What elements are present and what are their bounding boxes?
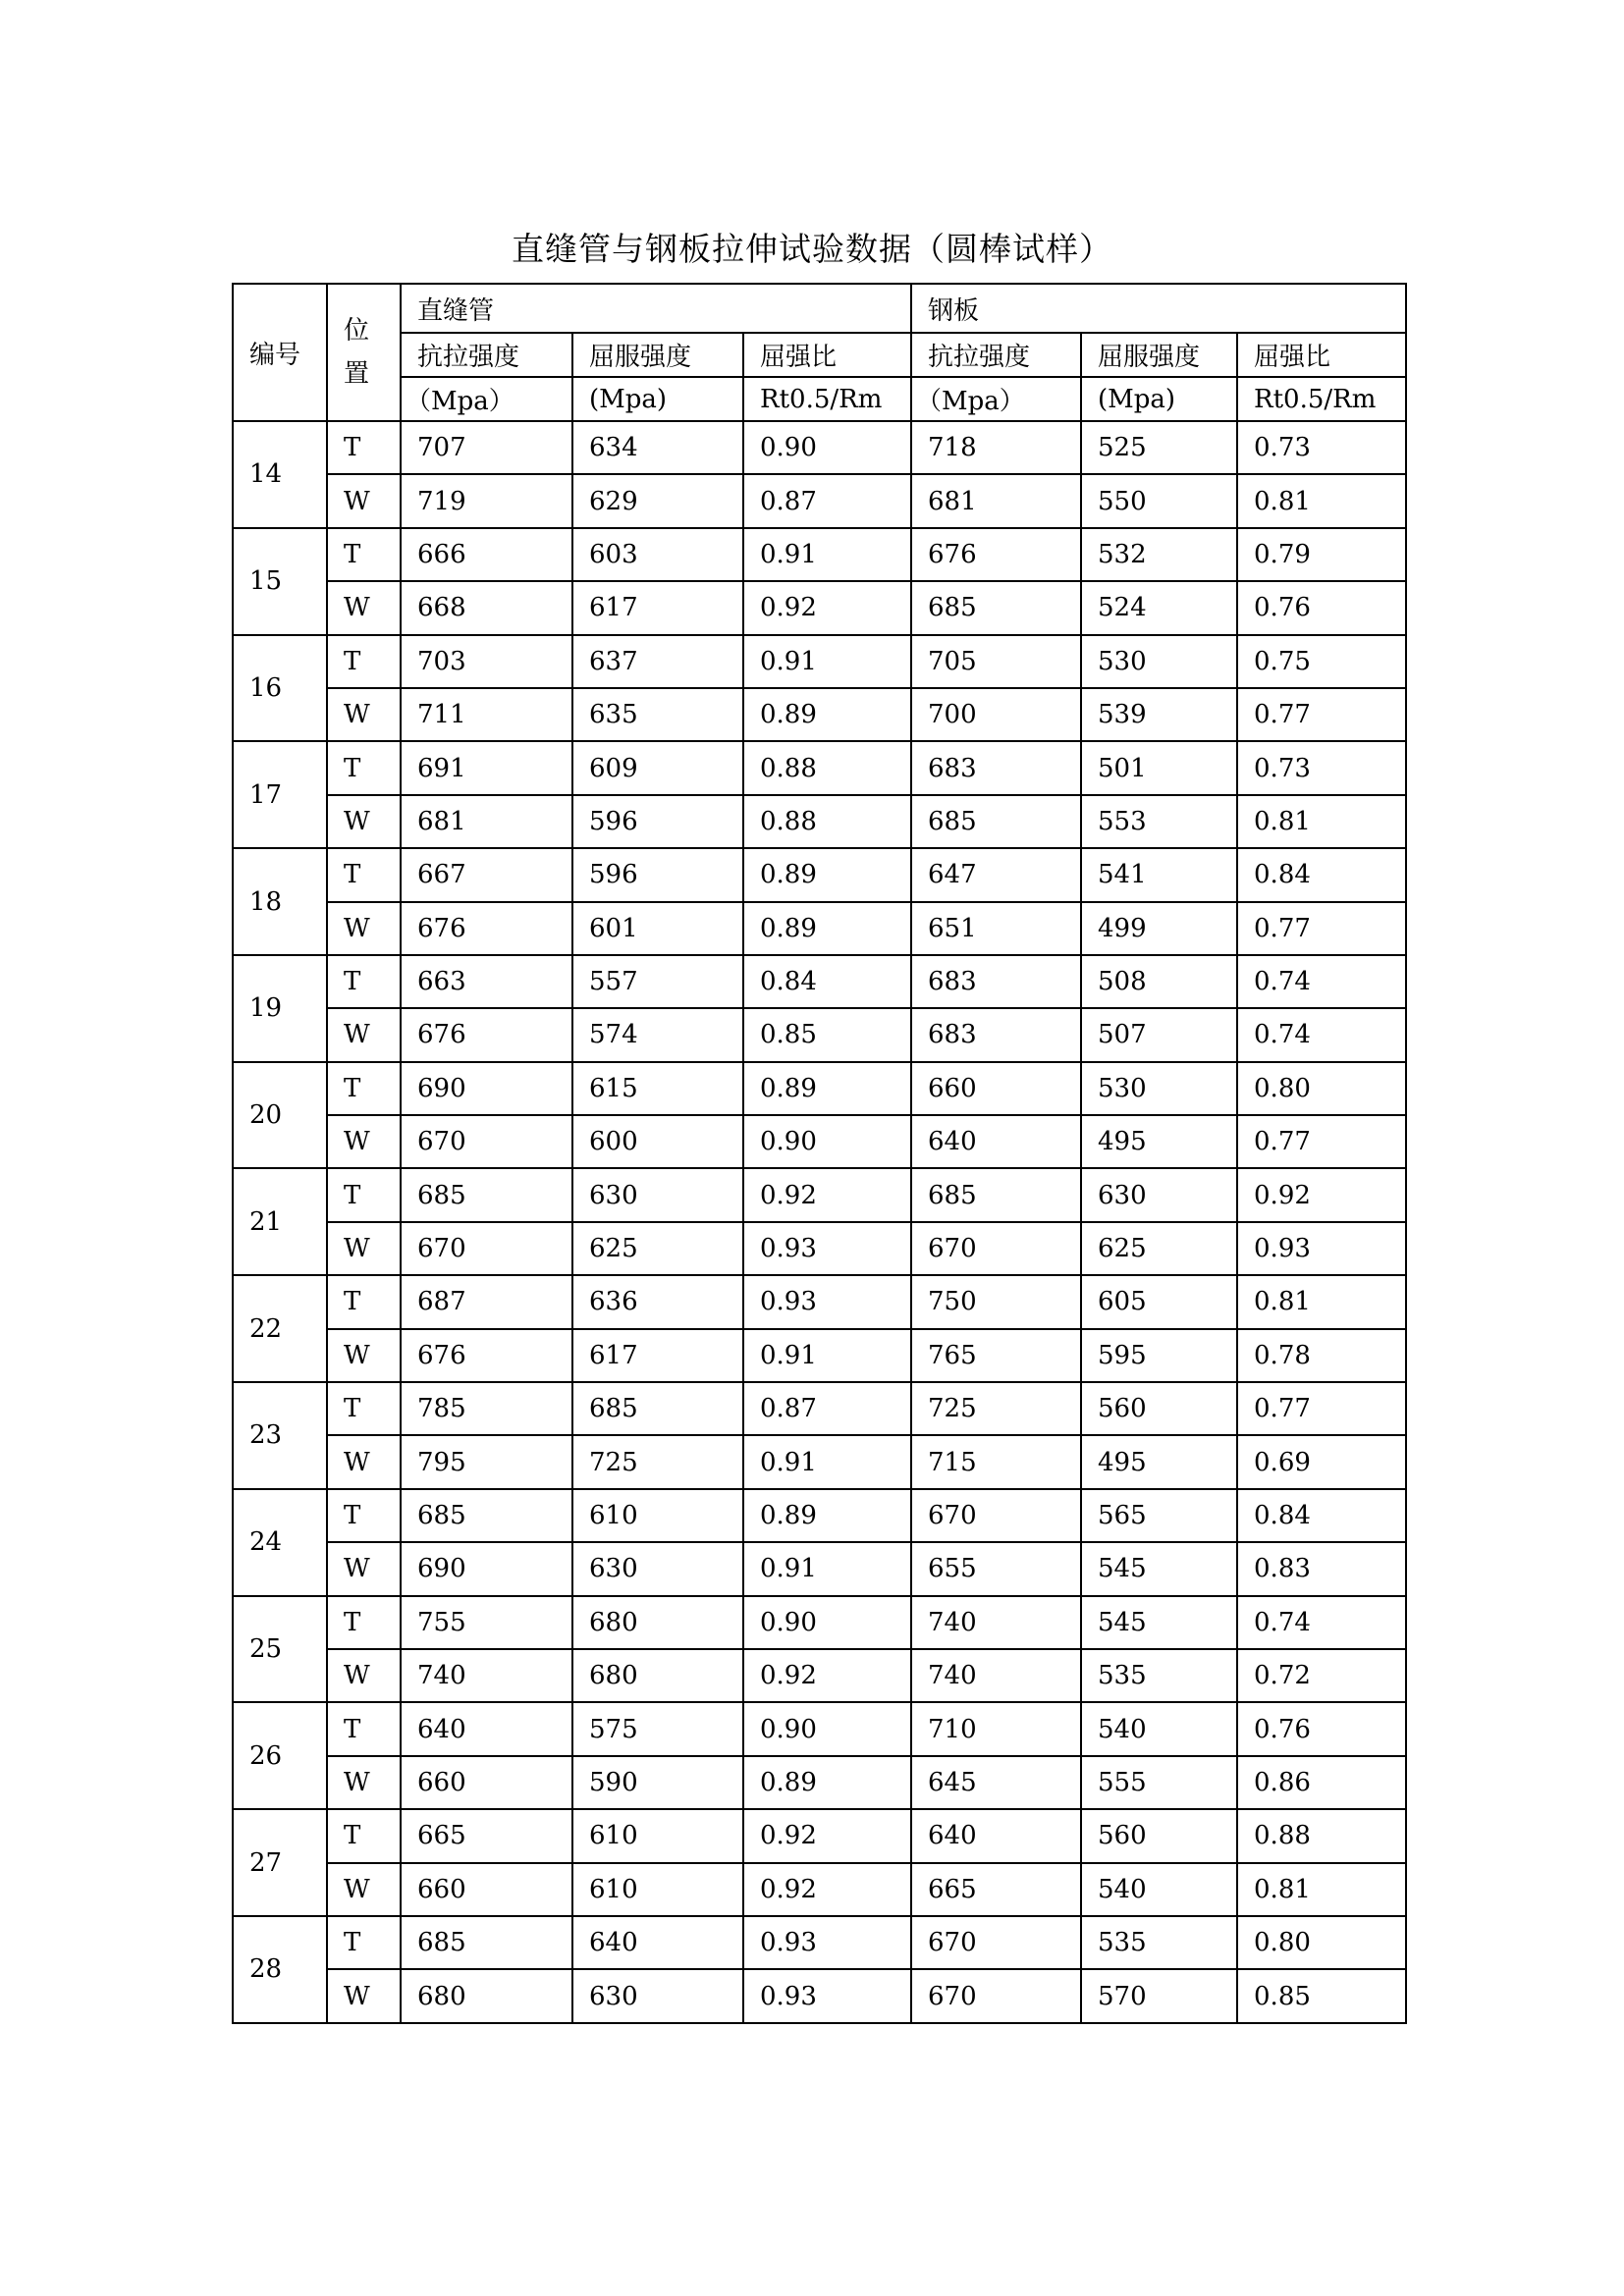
- table-row: [233, 1863, 1406, 1916]
- cell-pipe-ratio: 0.89: [743, 1756, 911, 1809]
- cell-specimen-id: 15: [233, 528, 327, 635]
- cell-specimen-id: 21: [233, 1168, 327, 1275]
- header-position-label: 位 置: [344, 316, 370, 389]
- cell-pipe-tensile: 755: [401, 1596, 572, 1649]
- cell-plate-tensile: 683: [911, 955, 1081, 1008]
- cell-plate-tensile: 765: [911, 1329, 1081, 1382]
- cell-specimen-id: 25: [233, 1596, 327, 1703]
- cell-plate-ratio: 0.81: [1237, 474, 1406, 527]
- cell-pipe-tensile: 685: [401, 1916, 572, 1969]
- cell-plate-yield: 553: [1081, 795, 1237, 848]
- cell-specimen-id: 22: [233, 1275, 327, 1382]
- cell-pipe-tensile: 670: [401, 1222, 572, 1275]
- cell-pipe-ratio: 0.93: [743, 1916, 911, 1969]
- cell-plate-yield: 530: [1081, 1062, 1237, 1115]
- cell-pipe-tensile: 676: [401, 1008, 572, 1061]
- cell-pipe-ratio: 0.87: [743, 1382, 911, 1435]
- table-row: [233, 1275, 1406, 1328]
- cell-pipe-yield: 575: [572, 1702, 743, 1755]
- cell-plate-tensile: 683: [911, 1008, 1081, 1061]
- cell-pipe-tensile: 691: [401, 741, 572, 794]
- cell-plate-tensile: 665: [911, 1863, 1081, 1916]
- table-row: [233, 1916, 1406, 1969]
- cell-plate-yield: 501: [1081, 741, 1237, 794]
- cell-plate-tensile: 655: [911, 1542, 1081, 1595]
- cell-position: T: [327, 1596, 401, 1649]
- cell-pipe-yield: 574: [572, 1008, 743, 1061]
- cell-pipe-tensile: 785: [401, 1382, 572, 1435]
- cell-plate-tensile: 685: [911, 1168, 1081, 1221]
- cell-pipe-yield: 630: [572, 1168, 743, 1221]
- table-row: [233, 1435, 1406, 1488]
- cell-pipe-ratio: 0.92: [743, 1168, 911, 1221]
- cell-position: T: [327, 635, 401, 688]
- cell-pipe-yield: 617: [572, 581, 743, 634]
- cell-plate-yield: 570: [1081, 1969, 1237, 2022]
- table-row: [233, 1329, 1406, 1382]
- cell-position: W: [327, 1756, 401, 1809]
- cell-plate-tensile: 651: [911, 902, 1081, 955]
- cell-pipe-yield: 635: [572, 688, 743, 741]
- cell-position: W: [327, 1222, 401, 1275]
- table-row: [233, 635, 1406, 688]
- cell-pipe-ratio: 0.90: [743, 1702, 911, 1755]
- cell-pipe-tensile: 795: [401, 1435, 572, 1488]
- cell-plate-yield: 495: [1081, 1115, 1237, 1168]
- header-group-plate: 钢板: [911, 284, 1406, 333]
- cell-pipe-ratio: 0.89: [743, 902, 911, 955]
- cell-pipe-ratio: 0.88: [743, 741, 911, 794]
- header-id: 编号: [233, 284, 327, 421]
- header-pipe-ratio-unit: Rt0.5/Rm: [743, 377, 911, 421]
- cell-pipe-ratio: 0.92: [743, 581, 911, 634]
- cell-position: T: [327, 1275, 401, 1328]
- cell-plate-yield: 535: [1081, 1649, 1237, 1702]
- header-plate-yield-unit: (Mpa): [1081, 377, 1237, 421]
- cell-position: W: [327, 1329, 401, 1382]
- table-row: [233, 1062, 1406, 1115]
- table-row: [233, 1969, 1406, 2022]
- cell-plate-tensile: 718: [911, 421, 1081, 474]
- cell-plate-ratio: 0.88: [1237, 1809, 1406, 1862]
- cell-pipe-tensile: 660: [401, 1863, 572, 1916]
- cell-plate-ratio: 0.77: [1237, 902, 1406, 955]
- cell-pipe-ratio: 0.93: [743, 1275, 911, 1328]
- cell-plate-yield: 560: [1081, 1809, 1237, 1862]
- cell-position: T: [327, 1702, 401, 1755]
- cell-plate-ratio: 0.92: [1237, 1168, 1406, 1221]
- cell-specimen-id: 27: [233, 1809, 327, 1916]
- cell-position: T: [327, 528, 401, 581]
- cell-pipe-tensile: 676: [401, 902, 572, 955]
- cell-plate-ratio: 0.73: [1237, 421, 1406, 474]
- cell-plate-ratio: 0.77: [1237, 688, 1406, 741]
- header-pipe-tensile-unit: （Mpa）: [401, 377, 572, 421]
- cell-plate-tensile: 645: [911, 1756, 1081, 1809]
- cell-pipe-ratio: 0.87: [743, 474, 911, 527]
- cell-plate-ratio: 0.84: [1237, 848, 1406, 901]
- header-plate-ratio-unit: Rt0.5/Rm: [1237, 377, 1406, 421]
- cell-specimen-id: 18: [233, 848, 327, 955]
- cell-plate-ratio: 0.83: [1237, 1542, 1406, 1595]
- table-row: [233, 1115, 1406, 1168]
- cell-position: W: [327, 1863, 401, 1916]
- cell-pipe-yield: 596: [572, 848, 743, 901]
- table-row: [233, 421, 1406, 474]
- cell-position: W: [327, 581, 401, 634]
- cell-plate-yield: 565: [1081, 1489, 1237, 1542]
- cell-pipe-yield: 557: [572, 955, 743, 1008]
- cell-plate-yield: 495: [1081, 1435, 1237, 1488]
- cell-pipe-tensile: 676: [401, 1329, 572, 1382]
- cell-plate-ratio: 0.93: [1237, 1222, 1406, 1275]
- cell-plate-ratio: 0.76: [1237, 581, 1406, 634]
- cell-position: W: [327, 1435, 401, 1488]
- cell-position: W: [327, 902, 401, 955]
- cell-pipe-yield: 617: [572, 1329, 743, 1382]
- table-row: [233, 1168, 1406, 1221]
- cell-plate-ratio: 0.81: [1237, 795, 1406, 848]
- cell-plate-yield: 605: [1081, 1275, 1237, 1328]
- cell-pipe-tensile: 680: [401, 1969, 572, 2022]
- cell-pipe-ratio: 0.85: [743, 1008, 911, 1061]
- cell-pipe-ratio: 0.90: [743, 421, 911, 474]
- cell-pipe-tensile: 665: [401, 1809, 572, 1862]
- cell-plate-yield: 525: [1081, 421, 1237, 474]
- cell-plate-tensile: 676: [911, 528, 1081, 581]
- cell-plate-ratio: 0.86: [1237, 1756, 1406, 1809]
- cell-specimen-id: 28: [233, 1916, 327, 2023]
- cell-position: T: [327, 1489, 401, 1542]
- cell-plate-tensile: 710: [911, 1702, 1081, 1755]
- cell-pipe-tensile: 666: [401, 528, 572, 581]
- header-pipe-yield-unit: (Mpa): [572, 377, 743, 421]
- table-row: [233, 581, 1406, 634]
- cell-pipe-tensile: 667: [401, 848, 572, 901]
- cell-plate-tensile: 670: [911, 1916, 1081, 1969]
- cell-plate-yield: 545: [1081, 1596, 1237, 1649]
- cell-pipe-yield: 600: [572, 1115, 743, 1168]
- cell-plate-yield: 555: [1081, 1756, 1237, 1809]
- cell-position: T: [327, 955, 401, 1008]
- cell-pipe-tensile: 668: [401, 581, 572, 634]
- header-pipe-ratio: 屈强比: [743, 333, 911, 377]
- table-row: [233, 474, 1406, 527]
- cell-position: T: [327, 1382, 401, 1435]
- table-row: [233, 848, 1406, 901]
- cell-pipe-ratio: 0.92: [743, 1649, 911, 1702]
- cell-plate-yield: 545: [1081, 1542, 1237, 1595]
- cell-plate-yield: 530: [1081, 635, 1237, 688]
- table-row: [233, 1382, 1406, 1435]
- cell-pipe-tensile: 707: [401, 421, 572, 474]
- cell-plate-yield: 541: [1081, 848, 1237, 901]
- table-body: [233, 421, 1406, 2023]
- cell-position: W: [327, 795, 401, 848]
- cell-pipe-yield: 601: [572, 902, 743, 955]
- header-position: [327, 284, 401, 421]
- table-row: [233, 1702, 1406, 1755]
- cell-pipe-yield: 590: [572, 1756, 743, 1809]
- table-row: [233, 1489, 1406, 1542]
- table-row: [233, 955, 1406, 1008]
- table-row: [233, 1756, 1406, 1809]
- cell-plate-yield: 524: [1081, 581, 1237, 634]
- cell-plate-yield: 539: [1081, 688, 1237, 741]
- cell-plate-tensile: 681: [911, 474, 1081, 527]
- cell-plate-yield: 625: [1081, 1222, 1237, 1275]
- cell-plate-ratio: 0.74: [1237, 1008, 1406, 1061]
- cell-position: T: [327, 848, 401, 901]
- table-row: [233, 1222, 1406, 1275]
- page-title: 直缝管与钢板拉伸试验数据（圆棒试样）: [512, 230, 1112, 268]
- table-row: [233, 1596, 1406, 1649]
- cell-position: T: [327, 1168, 401, 1221]
- cell-pipe-ratio: 0.91: [743, 1542, 911, 1595]
- cell-specimen-id: 23: [233, 1382, 327, 1489]
- cell-pipe-yield: 680: [572, 1649, 743, 1702]
- cell-position: T: [327, 421, 401, 474]
- cell-plate-ratio: 0.77: [1237, 1115, 1406, 1168]
- header-pipe-yield: 屈服强度: [572, 333, 743, 377]
- cell-pipe-yield: 636: [572, 1275, 743, 1328]
- tensile-test-table: [232, 283, 1407, 2024]
- cell-pipe-yield: 630: [572, 1969, 743, 2022]
- table-row: [233, 741, 1406, 794]
- cell-pipe-ratio: 0.90: [743, 1115, 911, 1168]
- cell-plate-ratio: 0.73: [1237, 741, 1406, 794]
- cell-specimen-id: 26: [233, 1702, 327, 1809]
- cell-plate-tensile: 670: [911, 1222, 1081, 1275]
- cell-specimen-id: 16: [233, 635, 327, 742]
- cell-plate-ratio: 0.80: [1237, 1916, 1406, 1969]
- header-plate-ratio: 屈强比: [1237, 333, 1406, 377]
- cell-pipe-tensile: 687: [401, 1275, 572, 1328]
- cell-position: T: [327, 1062, 401, 1115]
- header-group-pipe: 直缝管: [401, 284, 911, 333]
- cell-position: W: [327, 1008, 401, 1061]
- cell-pipe-yield: 680: [572, 1596, 743, 1649]
- cell-plate-ratio: 0.80: [1237, 1062, 1406, 1115]
- cell-pipe-tensile: 690: [401, 1542, 572, 1595]
- table-row: [233, 1809, 1406, 1862]
- cell-pipe-ratio: 0.92: [743, 1809, 911, 1862]
- cell-plate-tensile: 715: [911, 1435, 1081, 1488]
- cell-pipe-yield: 640: [572, 1916, 743, 1969]
- cell-plate-tensile: 740: [911, 1649, 1081, 1702]
- cell-pipe-tensile: 640: [401, 1702, 572, 1755]
- cell-plate-ratio: 0.72: [1237, 1649, 1406, 1702]
- cell-pipe-tensile: 681: [401, 795, 572, 848]
- cell-pipe-yield: 609: [572, 741, 743, 794]
- cell-specimen-id: 14: [233, 421, 327, 528]
- cell-pipe-tensile: 703: [401, 635, 572, 688]
- cell-plate-ratio: 0.74: [1237, 955, 1406, 1008]
- table-row: [233, 1542, 1406, 1595]
- cell-pipe-ratio: 0.91: [743, 1435, 911, 1488]
- cell-pipe-ratio: 0.90: [743, 1596, 911, 1649]
- cell-pipe-ratio: 0.92: [743, 1863, 911, 1916]
- cell-plate-yield: 507: [1081, 1008, 1237, 1061]
- cell-pipe-ratio: 0.91: [743, 528, 911, 581]
- cell-plate-yield: 540: [1081, 1863, 1237, 1916]
- table-row: [233, 795, 1406, 848]
- table-row: [233, 688, 1406, 741]
- table-row: [233, 902, 1406, 955]
- cell-plate-tensile: 740: [911, 1596, 1081, 1649]
- cell-pipe-ratio: 0.91: [743, 1329, 911, 1382]
- cell-position: W: [327, 1542, 401, 1595]
- cell-pipe-yield: 685: [572, 1382, 743, 1435]
- cell-position: W: [327, 474, 401, 527]
- cell-plate-ratio: 0.78: [1237, 1329, 1406, 1382]
- cell-plate-tensile: 640: [911, 1809, 1081, 1862]
- cell-position: T: [327, 1916, 401, 1969]
- cell-plate-tensile: 670: [911, 1489, 1081, 1542]
- cell-pipe-yield: 625: [572, 1222, 743, 1275]
- cell-plate-ratio: 0.76: [1237, 1702, 1406, 1755]
- cell-plate-ratio: 0.85: [1237, 1969, 1406, 2022]
- cell-plate-yield: 630: [1081, 1168, 1237, 1221]
- cell-plate-tensile: 685: [911, 581, 1081, 634]
- cell-plate-ratio: 0.69: [1237, 1435, 1406, 1488]
- cell-plate-tensile: 647: [911, 848, 1081, 901]
- cell-specimen-id: 17: [233, 741, 327, 848]
- cell-plate-ratio: 0.79: [1237, 528, 1406, 581]
- cell-plate-tensile: 660: [911, 1062, 1081, 1115]
- cell-plate-tensile: 700: [911, 688, 1081, 741]
- cell-pipe-tensile: 660: [401, 1756, 572, 1809]
- cell-plate-ratio: 0.81: [1237, 1275, 1406, 1328]
- cell-position: W: [327, 688, 401, 741]
- cell-pipe-ratio: 0.84: [743, 955, 911, 1008]
- cell-position: W: [327, 1115, 401, 1168]
- cell-plate-yield: 550: [1081, 474, 1237, 527]
- cell-pipe-yield: 629: [572, 474, 743, 527]
- cell-position: W: [327, 1649, 401, 1702]
- cell-pipe-ratio: 0.89: [743, 1062, 911, 1115]
- cell-pipe-yield: 630: [572, 1542, 743, 1595]
- cell-pipe-yield: 725: [572, 1435, 743, 1488]
- cell-pipe-tensile: 690: [401, 1062, 572, 1115]
- cell-pipe-yield: 637: [572, 635, 743, 688]
- header-plate-tensile-unit: （Mpa）: [911, 377, 1081, 421]
- cell-pipe-yield: 634: [572, 421, 743, 474]
- cell-plate-ratio: 0.77: [1237, 1382, 1406, 1435]
- cell-specimen-id: 24: [233, 1489, 327, 1596]
- cell-position: T: [327, 1809, 401, 1862]
- cell-specimen-id: 20: [233, 1062, 327, 1169]
- cell-pipe-yield: 596: [572, 795, 743, 848]
- cell-plate-tensile: 725: [911, 1382, 1081, 1435]
- cell-pipe-ratio: 0.89: [743, 688, 911, 741]
- cell-pipe-yield: 610: [572, 1809, 743, 1862]
- cell-pipe-ratio: 0.88: [743, 795, 911, 848]
- header-pipe-tensile: 抗拉强度: [401, 333, 572, 377]
- cell-pipe-tensile: 685: [401, 1168, 572, 1221]
- cell-plate-yield: 508: [1081, 955, 1237, 1008]
- table-row: [233, 1649, 1406, 1702]
- cell-plate-ratio: 0.81: [1237, 1863, 1406, 1916]
- cell-plate-tensile: 750: [911, 1275, 1081, 1328]
- cell-plate-yield: 560: [1081, 1382, 1237, 1435]
- table-row: [233, 528, 1406, 581]
- cell-position: T: [327, 741, 401, 794]
- table-row: [233, 1008, 1406, 1061]
- cell-pipe-tensile: 663: [401, 955, 572, 1008]
- cell-pipe-tensile: 685: [401, 1489, 572, 1542]
- cell-pipe-yield: 603: [572, 528, 743, 581]
- cell-plate-ratio: 0.84: [1237, 1489, 1406, 1542]
- cell-pipe-ratio: 0.89: [743, 1489, 911, 1542]
- cell-plate-ratio: 0.75: [1237, 635, 1406, 688]
- cell-pipe-ratio: 0.93: [743, 1222, 911, 1275]
- cell-plate-tensile: 683: [911, 741, 1081, 794]
- cell-plate-ratio: 0.74: [1237, 1596, 1406, 1649]
- cell-position: W: [327, 1969, 401, 2022]
- cell-specimen-id: 19: [233, 955, 327, 1062]
- cell-plate-yield: 535: [1081, 1916, 1237, 1969]
- cell-pipe-ratio: 0.89: [743, 848, 911, 901]
- cell-pipe-tensile: 670: [401, 1115, 572, 1168]
- cell-plate-tensile: 640: [911, 1115, 1081, 1168]
- cell-plate-tensile: 685: [911, 795, 1081, 848]
- cell-pipe-yield: 615: [572, 1062, 743, 1115]
- cell-plate-yield: 595: [1081, 1329, 1237, 1382]
- cell-plate-tensile: 705: [911, 635, 1081, 688]
- cell-plate-yield: 532: [1081, 528, 1237, 581]
- cell-plate-yield: 540: [1081, 1702, 1237, 1755]
- cell-pipe-ratio: 0.91: [743, 635, 911, 688]
- header-plate-yield: 屈服强度: [1081, 333, 1237, 377]
- cell-pipe-tensile: 740: [401, 1649, 572, 1702]
- cell-plate-yield: 499: [1081, 902, 1237, 955]
- header-plate-tensile: 抗拉强度: [911, 333, 1081, 377]
- cell-pipe-ratio: 0.93: [743, 1969, 911, 2022]
- cell-pipe-yield: 610: [572, 1489, 743, 1542]
- cell-pipe-yield: 610: [572, 1863, 743, 1916]
- cell-plate-tensile: 670: [911, 1969, 1081, 2022]
- cell-pipe-tensile: 719: [401, 474, 572, 527]
- cell-pipe-tensile: 711: [401, 688, 572, 741]
